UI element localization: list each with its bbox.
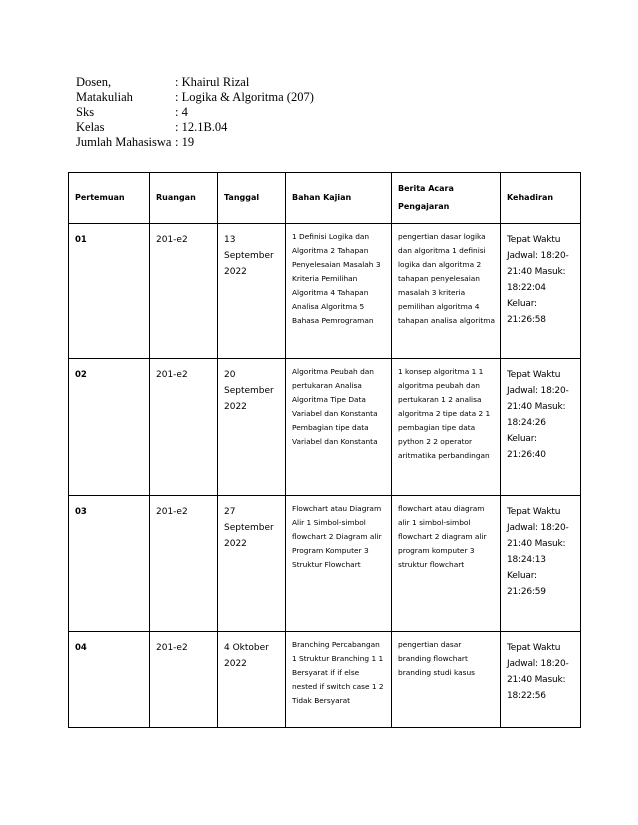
header-berita-acara: Berita Acara Pengajaran <box>392 173 501 224</box>
header-bahan-kajian: Bahan Kajian <box>286 173 392 224</box>
info-value: : Khairul Rizal <box>175 75 250 89</box>
info-label: Matakuliah <box>76 90 133 104</box>
info-value: : 12.1B.04 <box>175 120 228 134</box>
cell-tanggal: 27 September 2022 <box>218 496 286 632</box>
cell-ruangan: 201-e2 <box>150 496 218 632</box>
cell-kehadiran: Tepat Waktu Jadwal: 18:20-21:40 Masuk: 18:24:13 Keluar: 21:26:59 <box>501 496 581 632</box>
cell-bahan-kajian: Algoritma Peubah dan pertukaran Analisa Algoritma Tipe Data Variabel dan Konstanta Pembagian tipe data Variabel dan Konstanta <box>286 359 392 496</box>
course-info <box>76 75 314 150</box>
cell-bahan-kajian: Branching Percabangan 1 Struktur Branching 1 1 Bersyarat if if else nested if switch case 1 2 Tidak Bersyarat <box>286 632 392 728</box>
cell-ruangan: 201-e2 <box>150 224 218 359</box>
header-pertemuan: Pertemuan <box>69 173 150 224</box>
cell-ruangan: 201-e2 <box>150 359 218 496</box>
info-label: Jumlah Mahasiswa <box>76 135 172 149</box>
info-label: Dosen, <box>76 75 112 89</box>
info-value: : 19 <box>175 135 195 149</box>
cell-pertemuan: 01 <box>69 224 150 359</box>
header-ruangan: Ruangan <box>150 173 218 224</box>
cell-kehadiran: Tepat Waktu Jadwal: 18:20-21:40 Masuk: 18:24:26 Keluar: 21:26:40 <box>501 359 581 496</box>
cell-pertemuan: 02 <box>69 359 150 496</box>
cell-kehadiran: Tepat Waktu Jadwal: 18:20-21:40 Masuk: 18:22:56 <box>501 632 581 728</box>
table-header-row <box>69 173 581 224</box>
cell-berita-acara: pengertian dasar logika dan algoritma 1 definisi logika dan algoritma 2 tahapan penyelesaian masalah 3 kriteria pemilihan algoritma 4 tahapan analisa algoritma <box>392 224 501 359</box>
cell-pertemuan: 04 <box>69 632 150 728</box>
info-value: : 4 <box>175 105 188 119</box>
info-value: : Logika & Algoritma (207) <box>175 90 314 104</box>
attendance-table <box>68 172 581 728</box>
cell-kehadiran: Tepat Waktu Jadwal: 18:20-21:40 Masuk: 18:22:04 Keluar: 21:26:58 <box>501 224 581 359</box>
table-row <box>69 496 581 632</box>
cell-tanggal: 4 Oktober 2022 <box>218 632 286 728</box>
cell-tanggal: 20 September 2022 <box>218 359 286 496</box>
header-kehadiran: Kehadiran <box>501 173 581 224</box>
cell-berita-acara: pengertian dasar branding flowchart branding studi kasus <box>392 632 501 728</box>
header-tanggal: Tanggal <box>218 173 286 224</box>
info-row-jumlah-mahasiswa <box>76 135 314 150</box>
cell-berita-acara: flowchart atau diagram alir 1 simbol-simbol flowchart 2 diagram alir program komputer 3 struktur flowchart <box>392 496 501 632</box>
cell-bahan-kajian: Flowchart atau Diagram Alir 1 Simbol-simbol flowchart 2 Diagram alir Program Komputer 3 Struktur Flowchart <box>286 496 392 632</box>
info-row-kelas <box>76 120 314 135</box>
table-row <box>69 632 581 728</box>
info-row-sks <box>76 105 314 120</box>
info-row-dosen <box>76 75 314 90</box>
info-label: Sks <box>76 105 95 119</box>
table-row <box>69 224 581 359</box>
info-label: Kelas <box>76 120 105 134</box>
cell-ruangan: 201-e2 <box>150 632 218 728</box>
cell-tanggal: 13 September 2022 <box>218 224 286 359</box>
cell-berita-acara: 1 konsep algoritma 1 1 algoritma peubah dan pertukaran 1 2 analisa algoritma 2 tipe data 2 1 pembagian tipe data python 2 2 operator aritmatika perbandingan <box>392 359 501 496</box>
cell-pertemuan: 03 <box>69 496 150 632</box>
table-row <box>69 359 581 496</box>
cell-bahan-kajian: 1 Definisi Logika dan Algoritma 2 Tahapan Penyelesaian Masalah 3 Kriteria Pemilihan Algoritma 4 Tahapan Analisa Algoritma 5 Bahasa Pemrograman <box>286 224 392 359</box>
info-row-matakuliah <box>76 90 314 105</box>
